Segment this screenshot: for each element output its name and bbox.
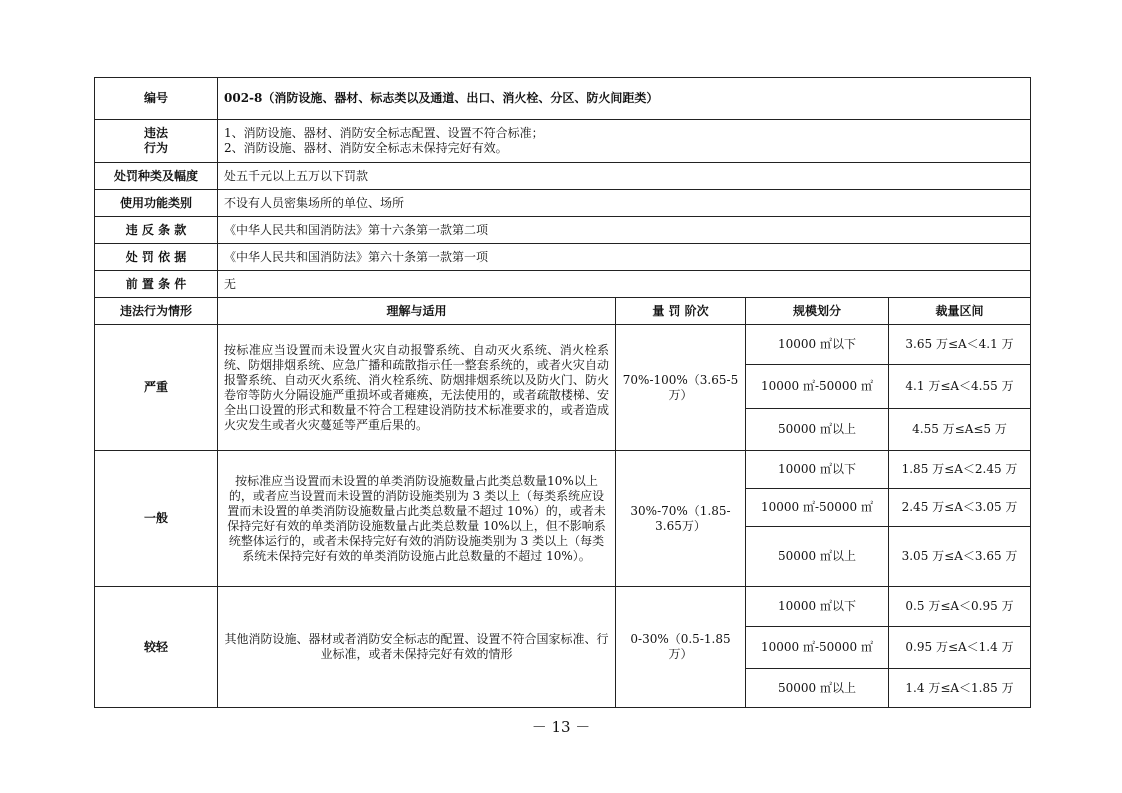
table-row [95, 451, 1031, 489]
header-situation: 违法行为情形 [95, 298, 218, 325]
range-cell: 3.05 万≤A＜3.65 万 [889, 527, 1031, 587]
header-penalty-level: 量 罚 阶次 [616, 298, 746, 325]
description-light: 其他消防设施、器材或者消防安全标志的配置、设置不符合国家标准、行业标准，或者未保持完好有效的情形 [218, 587, 616, 708]
violation-label-line-2: 行为 [143, 141, 168, 155]
scale-cell: 10000 ㎡以下 [746, 325, 889, 365]
scale-cell: 10000 ㎡-50000 ㎡ [746, 627, 889, 669]
severity-severe: 严重 [95, 325, 218, 451]
basis-label: 处 罚 依 据 [95, 244, 218, 271]
scale-cell: 10000 ㎡-50000 ㎡ [746, 489, 889, 527]
function-row [95, 190, 1031, 217]
description-severe: 按标准应当设置而未设置火灾自动报警系统、自动灭火系统、消火栓系统、防烟排烟系统、应急广播和疏散指示任一整套系统的，或者火灾自动报警系统、自动灭火系统、消火栓系统、防烟排烟系统以及防火门、防火卷帘等防火分隔设施严重损坏或者瘫痪，无法使用的，或者疏散楼梯、安全出口设置的形式和数量不符合工程建设消防技术标准要求的，或者造成火灾发生或者火灾蔓延等严重后果的。 [218, 325, 616, 451]
penalty-type-row [95, 163, 1031, 190]
scale-cell: 50000 ㎡以上 [746, 409, 889, 451]
violation-label-line-1: 违法 [143, 126, 168, 140]
precondition-value: 无 [218, 271, 1031, 298]
scale-cell: 10000 ㎡以下 [746, 587, 889, 627]
clause-label: 违 反 条 款 [95, 217, 218, 244]
severity-light: 较轻 [95, 587, 218, 708]
scale-cell: 10000 ㎡以下 [746, 451, 889, 489]
table-row [95, 587, 1031, 627]
penalty-type-value: 处五千元以上五万以下罚款 [218, 163, 1031, 190]
range-cell: 1.85 万≤A＜2.45 万 [889, 451, 1031, 489]
page-number: － 13 － [531, 718, 591, 736]
code-label: 编号 [95, 78, 218, 120]
range-cell: 4.55 万≤A≤5 万 [889, 409, 1031, 451]
scale-cell: 50000 ㎡以上 [746, 527, 889, 587]
level-light: 0-30%（0.5-1.85 万） [616, 587, 746, 708]
range-cell: 0.5 万≤A＜0.95 万 [889, 587, 1031, 627]
clause-value: 《中华人民共和国消防法》第十六条第一款第二项 [218, 217, 1031, 244]
range-cell: 2.45 万≤A＜3.05 万 [889, 489, 1031, 527]
table-header-row [95, 298, 1031, 325]
violation-value [218, 120, 1031, 163]
basis-row [95, 244, 1031, 271]
precondition-label: 前 置 条 件 [95, 271, 218, 298]
description-general: 按标准应当设置而未设置的单类消防设施数量占此类总数量10%以上的，或者应当设置而未设置的消防设施类别为 3 类以上（每类系统应设置而未设置的单类消防设施数量占此类总数量不超过 10%）的，或者未保持完好有效的单类消防设施数量占此类总数量 10%以上，但不影响系统整体运行的，或者未保持完好有效的消防设施类别为 3 类以上（每类系统未保持完好有效的单类消防设施占此总数量的不超过 10%）。 [218, 451, 616, 587]
code-value: 002-8（消防设施、器材、标志类以及通道、出口、消火栓、分区、防火间距类） [218, 78, 1031, 120]
scale-cell: 50000 ㎡以上 [746, 669, 889, 708]
basis-value: 《中华人民共和国消防法》第六十条第一款第一项 [218, 244, 1031, 271]
range-cell: 0.95 万≤A＜1.4 万 [889, 627, 1031, 669]
code-row [95, 78, 1031, 120]
header-range: 裁量区间 [889, 298, 1031, 325]
severity-general: 一般 [95, 451, 218, 587]
scale-cell: 10000 ㎡-50000 ㎡ [746, 365, 889, 409]
violation-label [95, 120, 218, 163]
table-row [95, 325, 1031, 365]
penalty-type-label: 处罚种类及幅度 [95, 163, 218, 190]
range-cell: 1.4 万≤A＜1.85 万 [889, 669, 1031, 708]
level-general: 30%-70%（1.85-3.65万） [616, 451, 746, 587]
function-value: 不设有人员密集场所的单位、场所 [218, 190, 1031, 217]
header-understanding: 理解与适用 [218, 298, 616, 325]
violation-row [95, 120, 1031, 163]
header-scale: 规模划分 [746, 298, 889, 325]
range-cell: 4.1 万≤A＜4.55 万 [889, 365, 1031, 409]
precondition-row [95, 271, 1031, 298]
violation-item-2: 2、消防设施、器材、消防安全标志未保持完好有效。 [224, 141, 508, 155]
level-severe: 70%-100%（3.65-5万） [616, 325, 746, 451]
function-label: 使用功能类别 [95, 190, 218, 217]
clause-row [95, 217, 1031, 244]
penalty-standard-table [94, 77, 1031, 708]
violation-item-1: 1、消防设施、器材、消防安全标志配置、设置不符合标准； [224, 126, 544, 140]
range-cell: 3.65 万≤A＜4.1 万 [889, 325, 1031, 365]
